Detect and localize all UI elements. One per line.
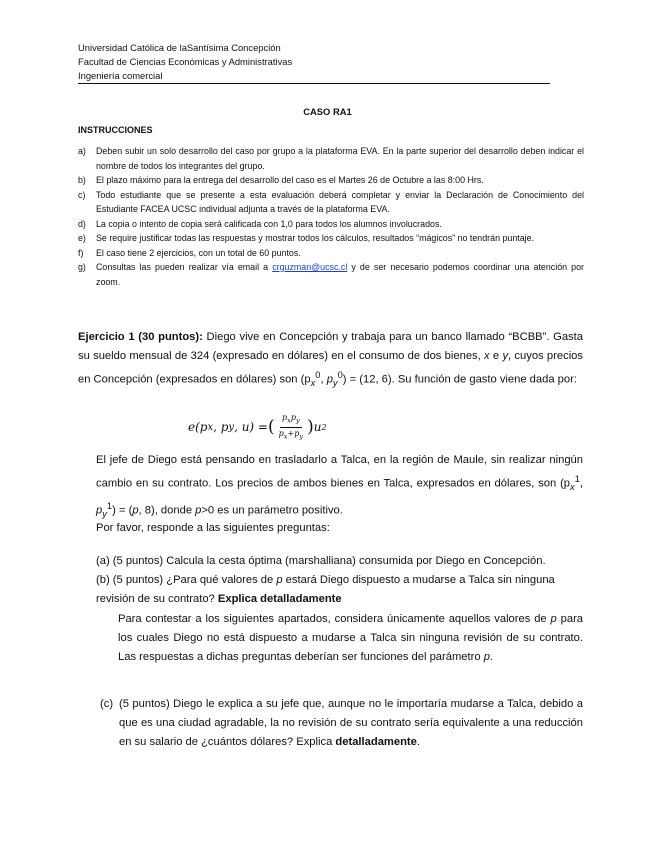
emphasis: detalladamente xyxy=(335,736,417,748)
faculty-name: Facultad de Ciencias Económicas y Administrativas xyxy=(78,56,293,67)
program-name: Ingeniería comercial xyxy=(78,69,550,84)
instruction-text: Se require justificar todas las respuestas y mostrar todos los cálculos, resultados “mágicos” no tendrán puntaje. xyxy=(96,233,535,243)
question-marker: (c) xyxy=(100,698,114,710)
text-run: >0 es un parámetro positivo. xyxy=(201,504,343,517)
var-y: y xyxy=(502,350,509,362)
instruction-item xyxy=(78,217,584,232)
instruction-marker: c) xyxy=(78,189,86,200)
text-run: (b) (5 puntos) ¿Para qué valores de xyxy=(96,574,277,586)
var-p: p xyxy=(550,613,557,625)
text-run: (5 puntos) Diego le explica a su jefe que, aunque no le importaría mudarse a Talca, debido a que es una ciudad agradable, la no revisión de su contrato sería equivalente a una reducción en su salario de ¿cuántos dólares? Explica xyxy=(119,698,583,748)
text-run: ) = ( xyxy=(112,504,133,517)
question-b xyxy=(96,571,586,609)
superscript: 1 xyxy=(574,474,580,484)
questions-ab xyxy=(96,552,586,609)
instruction-marker: f) xyxy=(78,247,84,258)
instruction-marker: e) xyxy=(78,233,86,243)
frac-numerator: p xyxy=(281,413,288,422)
instruction-marker: d) xyxy=(78,218,86,229)
instruction-marker: a) xyxy=(78,146,86,156)
instruction-item xyxy=(78,144,584,173)
text-run: , 8), donde xyxy=(138,504,196,517)
instruction-marker: b) xyxy=(78,175,86,185)
emphasis: Explica detalladamente xyxy=(217,593,342,605)
text-run: ) = (12, 6). Su función de gasto viene dada por: xyxy=(342,373,577,386)
instruction-text: El plazo máximo para la entrega del desarrollo del caso es el Martes 26 de Octubre a las 8:00 Hrs. xyxy=(96,175,484,185)
email-link[interactable]: crguzman@ucsc.cl xyxy=(272,262,348,272)
instruction-text: y de ser necesario podemos coordinar una atención por zoom. xyxy=(96,262,584,287)
text-run: para los cuales Diego no está dispuesto a mudarse a Talca sin ninguna revisión de su contrato. Las respuestas a dichas preguntas deberían ser funciones del parámetro xyxy=(118,613,584,663)
instruction-text: La copia o intento de copia será calificada con 1,0 para todos los alumnos involucrados. xyxy=(96,218,442,229)
instruction-text: Todo estudiante que se presente a esta evaluación deberá completar y enviar la Declaración de Conocimiento del Estudiante FACEA UCSC individual adjunta a través de la plataforma EVA. xyxy=(96,189,584,214)
text-run: Para contestar a los siguientes apartados, considera únicamente aquellos valores de xyxy=(118,613,551,625)
formula-part: , u) = xyxy=(234,420,268,435)
document-title: CASO RA1 xyxy=(303,106,352,117)
expenditure-function: e(p x , p y , u) = ( $\frac{p_xp_y}{p_x+p_y}$ ) u 2 xyxy=(188,413,327,441)
instruction-marker: g) xyxy=(78,262,86,272)
instruction-item-contact xyxy=(78,260,584,289)
superscript: 1 xyxy=(106,500,113,511)
superscript: 0 xyxy=(337,370,343,380)
question-c: (c) (5 puntos) Diego le explica a su jefe que, aunque no le importaría mudarse a Talca, debido a que es una ciudad agradable, la no revisión de su contrato sería equivalente a una reducción en su salario de ¿cuántos dólares? Explica detalladamente. xyxy=(100,695,583,752)
instruction-text: El caso tiene 2 ejercicios, con un total de 60 puntos. xyxy=(96,247,301,258)
text-run: El jefe de Diego está pensando en trasladarlo a Talca, en la región de Maule, sin realizar ningún cambio en su contrato. Los precios de ambos bienes en Talca, expresados en dólares, son (p xyxy=(96,454,583,490)
var-p: p xyxy=(195,504,202,517)
instruction-item xyxy=(78,173,584,188)
frac-denominator: p xyxy=(278,428,284,438)
formula-part: u xyxy=(313,420,322,435)
university-name: Universidad Católica de laSantísima Concepción xyxy=(78,42,281,53)
instruction-item xyxy=(78,231,584,246)
exercise1-label: Ejercicio 1 (30 puntos): xyxy=(78,331,203,343)
instruction-item xyxy=(78,188,584,217)
exercise1-intro: Ejercicio 1 (30 puntos): Diego vive en Concepción y trabaja para un banco llamado “BCBB”. Gasta su sueldo mensual de 324 (expresado en dólares) en el consumo de dos bienes, x e y, cuyos precios en Concepción (expresados en dólares) son ($p_x^0$, $p_y^0) = (12$, 6). Su función de gasto viene dada por: xyxy=(78,331,584,388)
var-x: x xyxy=(484,350,490,362)
question-a: (a) (5 puntos) Calcula la cesta óptima (marshalliana) consumida por Diego en Concepción. xyxy=(96,555,546,567)
instruction-text: Deben subir un solo desarrollo del caso por grupo a la plataforma EVA. En la parte superior del desarrollo deben indicar el nombre de todos los integrantes del grupo. xyxy=(96,146,584,171)
var-p: p xyxy=(276,574,283,586)
text-run: estará Diego dispuesto a mudarse a Talca sin ninguna revisión de su contrato? xyxy=(96,574,555,605)
formula-fraction: $\frac{p_xp_y}{p_x+p_y}$ xyxy=(278,413,304,441)
text-run: , cuyos precios en Concepción (expresados en dólares) son (p xyxy=(78,350,583,386)
conditions-paragraph: Para contestar a los siguientes apartados, considera únicamente aquellos valores de p para los cuales Diego no está dispuesto a mudarse a Talca sin ninguna revisión de su contrato. Las respuestas a dichas preguntas deberían ser funciones del parámetro p. xyxy=(118,613,584,663)
questions-intro: Por favor, responde a las siguientes preguntas: xyxy=(96,522,330,534)
document-header xyxy=(78,41,550,84)
var-p: p xyxy=(483,651,490,663)
instructions-list xyxy=(78,144,584,289)
instructions-heading: INSTRUCCIONES xyxy=(78,125,153,135)
superscript: 0 xyxy=(315,370,321,380)
var-p: p xyxy=(132,504,139,517)
instruction-text: Consultas las pueden realizar vía email a xyxy=(96,262,273,272)
instruction-item xyxy=(78,246,584,261)
formula-part: e(p xyxy=(188,420,208,435)
talca-paragraph: El jefe de Diego está pensando en trasladarlo a Talca, en la región de Maule, sin realizar ningún cambio en su contrato. Los precios de ambos bienes en Talca, expresados en dólares, son ($p_x^1$, $p_y^1) = (p$, 8), donde p>0 es un parámetro positivo. xyxy=(96,454,583,519)
text-run: e xyxy=(489,350,503,362)
text-run: Diego vive en Concepción y trabaja para un banco llamado “BCBB”. Gasta su sueldo mensual de 324 (expresado en dólares) en el consumo de dos bienes, xyxy=(78,331,584,362)
formula-part: , p xyxy=(213,420,229,435)
